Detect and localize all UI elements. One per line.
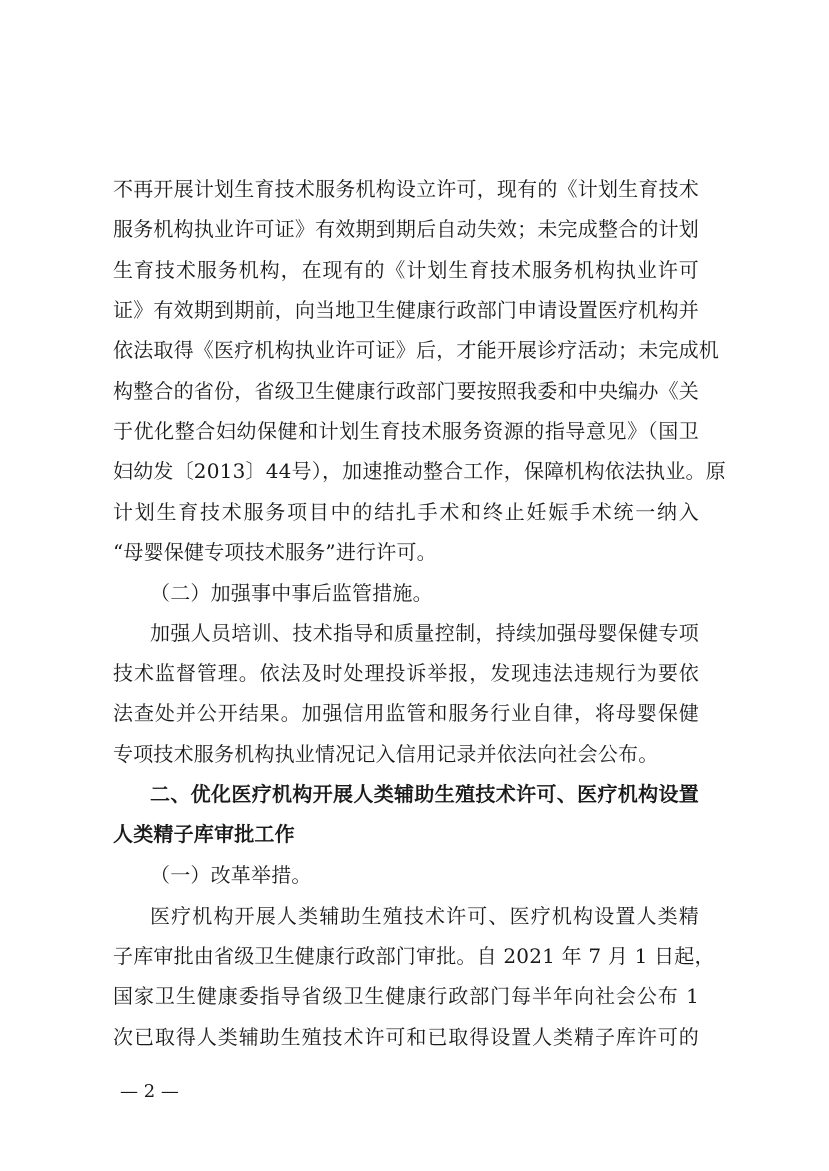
- paragraph-line: 法查处并公开结果。加强信用监管和服务行业自律，将母婴保健: [113, 701, 699, 725]
- paragraph-line: 医疗机构开展人类辅助生殖技术许可、医疗机构设置人类精: [150, 904, 699, 928]
- subheading: （一）改革举措。: [150, 863, 312, 887]
- paragraph-line: 证》有效期到期前，向当地卫生健康行政部门申请设置医疗机构并: [113, 298, 699, 322]
- paragraph-line: 子库审批由省级卫生健康行政部门审批。自 2021 年 7 月 1 日起，: [113, 944, 715, 968]
- paragraph-line: “母婴保健专项技术服务”进行许可。: [113, 540, 437, 564]
- paragraph-line: 技术监督管理。依法及时处理投诉举报，发现违法违规行为要依: [113, 661, 699, 685]
- paragraph-line: 计划生育技术服务项目中的结扎手术和终止妊娠手术统一纳入: [113, 500, 699, 524]
- paragraph-line: 构整合的省份，省级卫生健康行政部门要按照我委和中央编办《关: [113, 379, 699, 403]
- paragraph-line: 服务机构执业许可证》有效期到期后自动失效；未完成整合的计划: [113, 217, 699, 241]
- subheading: （二）加强事中事后监管措施。: [150, 581, 433, 605]
- paragraph-line: 国家卫生健康委指导省级卫生健康行政部门每半年向社会公布 1: [113, 984, 699, 1008]
- paragraph-line: 次已取得人类辅助生殖技术许可和已取得设置人类精子库许可的: [113, 1025, 699, 1049]
- section-heading: 人类精子库审批工作: [113, 822, 295, 846]
- section-heading: 二、优化医疗机构开展人类辅助生殖技术许可、医疗机构设置: [150, 782, 699, 806]
- paragraph-line: 加强人员培训、技术指导和质量控制，持续加强母婴保健专项: [150, 621, 699, 645]
- paragraph-line: 依法取得《医疗机构执业许可证》后，才能开展诊疗活动；未完成机: [113, 338, 719, 362]
- paragraph-line: 妇幼发〔2013〕44号），加速推动整合工作，保障机构依法执业。原: [113, 459, 726, 483]
- paragraph-line: 于优化整合妇幼保健和计划生育技术服务资源的指导意见》（国卫: [113, 419, 699, 443]
- page-number: — 2 —: [120, 1081, 179, 1102]
- paragraph-line: 生育技术服务机构，在现有的《计划生育技术服务机构执业许可: [113, 258, 699, 282]
- paragraph-line: 专项技术服务机构执业情况记入信用记录并依法向社会公布。: [113, 742, 659, 766]
- paragraph-line: 不再开展计划生育技术服务机构设立许可，现有的《计划生育技术: [113, 177, 699, 201]
